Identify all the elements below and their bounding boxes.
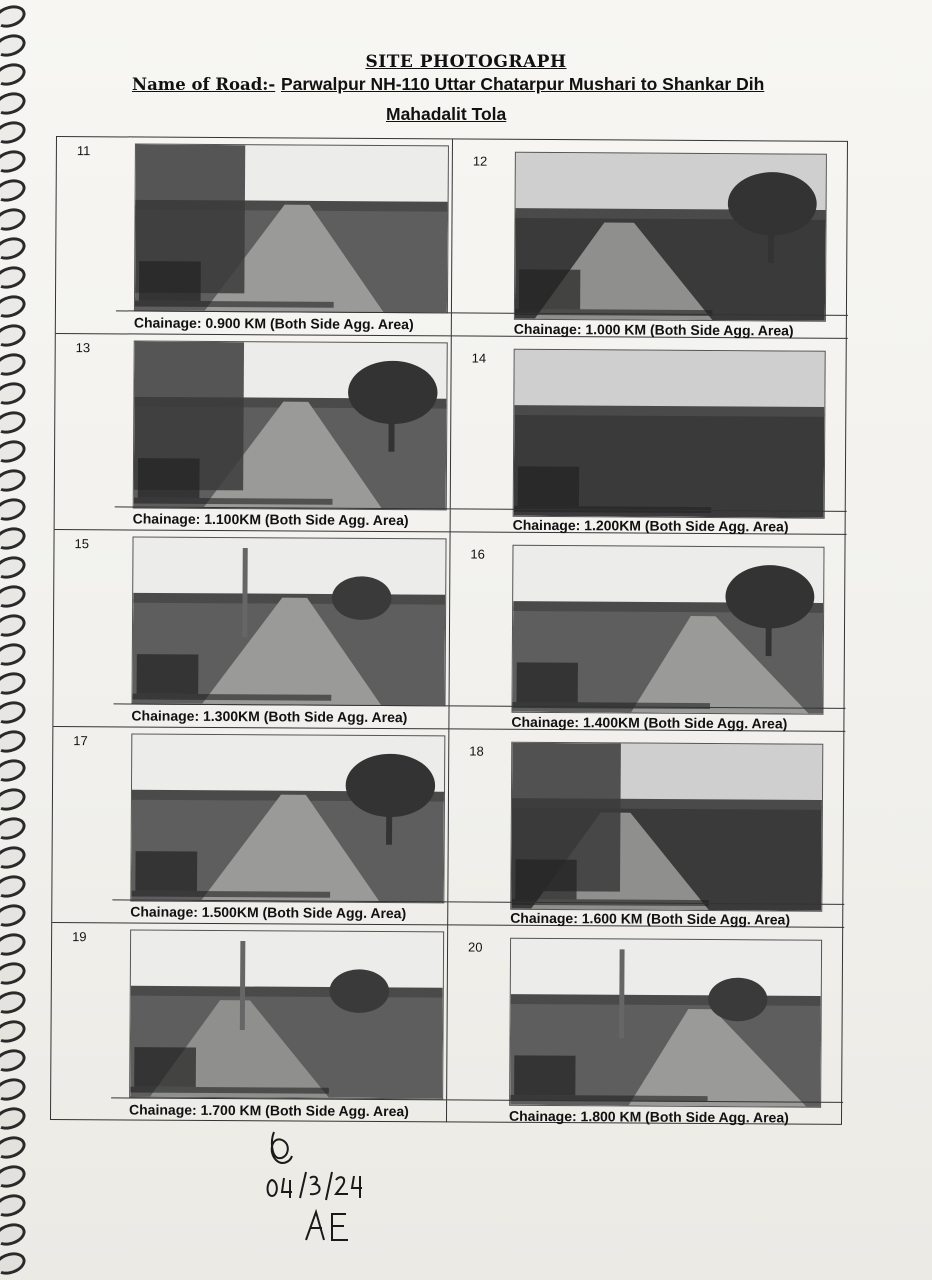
binding-ring xyxy=(0,1104,28,1134)
binding-ring xyxy=(0,698,28,728)
binding-ring xyxy=(0,2,28,32)
photo-image xyxy=(131,734,444,902)
photo-caption: Chainage: 1.000 KM (Both Side Agg. Area) xyxy=(513,320,794,339)
photo-image xyxy=(510,939,821,1107)
photo-cell xyxy=(55,334,452,533)
binding-ring xyxy=(0,872,28,902)
site-photo xyxy=(514,152,827,322)
photo-caption: Chainage: 1.400KM (Both Side Agg. Area) xyxy=(511,713,788,732)
binding-ring xyxy=(0,205,28,235)
binding-ring xyxy=(0,292,28,322)
spiral-binding xyxy=(0,0,30,1280)
photo-cell xyxy=(451,336,848,535)
photo-image xyxy=(515,153,826,321)
photo-number: 15 xyxy=(74,536,90,552)
binding-ring xyxy=(0,582,28,612)
photo-caption: Chainage: 1.800 KM (Both Side Agg. Area) xyxy=(508,1107,789,1126)
photo-image xyxy=(514,349,825,517)
binding-ring xyxy=(0,321,28,351)
photo-number: 11 xyxy=(76,143,91,159)
binding-ring xyxy=(0,1075,28,1105)
binding-ring xyxy=(0,1046,28,1076)
binding-ring xyxy=(0,785,28,815)
binding-ring xyxy=(0,611,28,641)
photo-cell xyxy=(452,139,849,338)
binding-ring xyxy=(0,959,28,989)
binding-ring xyxy=(0,1220,28,1250)
binding-ring xyxy=(0,1017,28,1047)
photo-number: 17 xyxy=(73,732,88,749)
photo-cell xyxy=(56,137,453,336)
binding-ring xyxy=(0,669,28,699)
binding-ring xyxy=(0,901,28,931)
photo-caption: Chainage: 1.200KM (Both Side Agg. Area) xyxy=(512,516,789,535)
binding-ring xyxy=(0,756,28,786)
photo-caption: Chainage: 0.900 KM (Both Side Agg. Area) xyxy=(133,314,414,332)
photo-grid xyxy=(50,136,848,1125)
photo-image xyxy=(130,931,443,1099)
photo-caption: Chainage: 1.700 KM (Both Side Agg. Area) xyxy=(129,1101,409,1120)
binding-ring xyxy=(0,437,28,467)
binding-ring xyxy=(0,814,28,844)
binding-ring xyxy=(0,89,28,119)
photo-cell xyxy=(53,530,450,729)
photo-image xyxy=(135,144,448,312)
binding-ring xyxy=(0,1133,28,1163)
photo-cell xyxy=(448,729,845,928)
photo-number: 19 xyxy=(72,929,87,945)
photo-number: 13 xyxy=(75,339,91,355)
photo-image xyxy=(511,743,822,911)
binding-ring xyxy=(0,988,28,1018)
photo-caption: Chainage: 1.600 KM (Both Side Agg. Area) xyxy=(510,910,791,928)
road-name: Parwalpur NH-110 Uttar Chatarpur Mushari to Shankar Dih xyxy=(280,74,765,94)
site-photo xyxy=(510,742,823,912)
binding-ring xyxy=(0,524,28,554)
road-label: Name of Road:- xyxy=(132,75,276,94)
signature-drawing xyxy=(262,1122,402,1252)
photo-number: 18 xyxy=(469,743,484,759)
site-photo xyxy=(129,930,444,1100)
photo-number: 20 xyxy=(468,939,483,956)
site-photo xyxy=(133,340,448,510)
binding-ring xyxy=(0,350,28,380)
binding-ring xyxy=(0,466,28,496)
binding-ring xyxy=(0,176,28,206)
photo-caption: Chainage: 1.100KM (Both Side Agg. Area) xyxy=(132,510,409,529)
photo-caption: Chainage: 1.300KM (Both Side Agg. Area) xyxy=(131,707,408,725)
photo-image xyxy=(134,341,447,509)
site-photo xyxy=(134,143,449,313)
photo-caption: Chainage: 1.500KM (Both Side Agg. Area) xyxy=(130,903,407,922)
photo-cell xyxy=(51,923,448,1122)
photo-image xyxy=(133,538,446,706)
site-photo xyxy=(509,938,822,1108)
site-photo xyxy=(130,733,445,903)
binding-ring xyxy=(0,930,28,960)
binding-ring xyxy=(0,640,28,670)
binding-ring xyxy=(0,408,28,438)
binding-ring xyxy=(0,495,28,525)
photo-cell xyxy=(449,533,846,732)
binding-ring xyxy=(0,553,28,583)
site-photo xyxy=(511,545,824,715)
photo-number: 14 xyxy=(471,350,487,366)
binding-ring xyxy=(0,379,28,409)
photo-cell xyxy=(447,926,844,1125)
binding-ring xyxy=(0,263,28,293)
page-title: SITE PHOTOGRAPH xyxy=(365,52,567,72)
photo-number: 12 xyxy=(472,153,488,169)
site-photo xyxy=(513,348,826,518)
photo-number: 16 xyxy=(470,546,485,562)
binding-ring xyxy=(0,1162,28,1192)
binding-ring xyxy=(0,1191,28,1221)
binding-ring xyxy=(0,1249,28,1279)
binding-ring xyxy=(0,843,28,873)
photo-image xyxy=(512,546,823,714)
road-name-line xyxy=(132,74,812,95)
binding-ring xyxy=(0,147,28,177)
handwritten-signature xyxy=(262,1122,402,1252)
binding-ring xyxy=(0,234,28,264)
binding-ring xyxy=(0,118,28,148)
binding-ring xyxy=(0,727,28,757)
photo-cell xyxy=(52,727,449,926)
site-photo xyxy=(132,537,447,707)
road-name-continued: Mahadalit Tola xyxy=(386,104,507,124)
